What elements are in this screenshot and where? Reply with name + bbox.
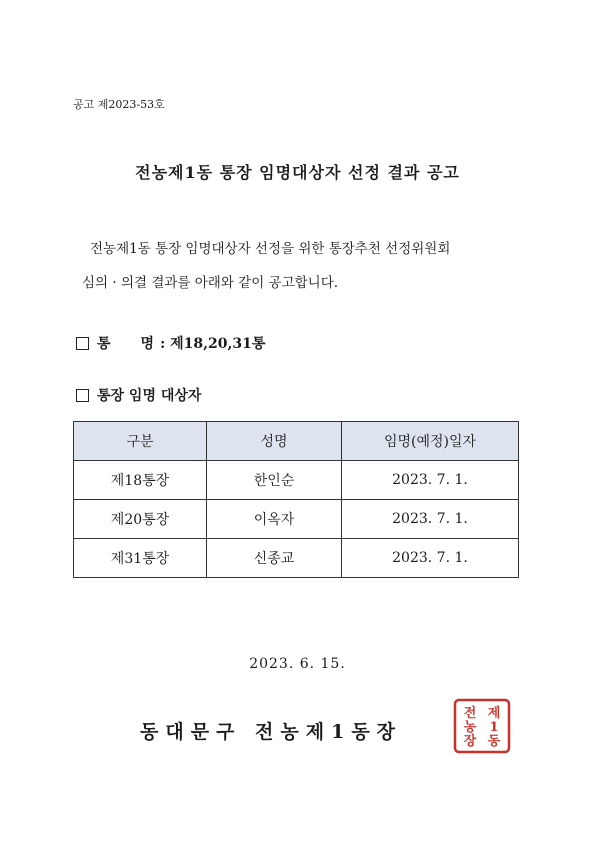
table-row	[74, 539, 519, 578]
cell-date: 2023. 7. 1.	[342, 461, 519, 500]
header-name: 성명	[207, 422, 342, 461]
header-category: 구분	[74, 422, 207, 461]
table-row	[74, 500, 519, 539]
section-label-b: 명	[140, 336, 155, 352]
section-appointees	[76, 385, 201, 405]
section-tong-name	[76, 333, 265, 353]
cell-category: 제20통장	[74, 500, 207, 539]
cell-category: 제31통장	[74, 539, 207, 578]
square-bullet-icon	[76, 389, 89, 402]
cell-date: 2023. 7. 1.	[342, 500, 519, 539]
table-header-row	[74, 422, 519, 461]
svg-text:1: 1	[489, 720, 499, 735]
header-date: 임명(예정)일자	[342, 422, 519, 461]
page-title: 전농제1동 통장 임명대상자 선정 결과 공고	[135, 163, 460, 182]
body-line-2: 심의 · 의결 결과를 아래와 같이 공고합니다.	[82, 275, 339, 291]
body-line-1: 전농제1동 통장 임명대상자 선정을 위한 통장추천 선정위원회	[90, 241, 451, 257]
svg-text:전: 전	[463, 706, 477, 721]
svg-text:장: 장	[463, 734, 477, 749]
notice-number: 공고 제2023-53호	[73, 98, 165, 111]
section-label-a: 통	[97, 336, 111, 352]
svg-text:제: 제	[487, 706, 501, 721]
cell-name: 이옥자	[207, 500, 342, 539]
body-text	[82, 232, 552, 300]
issue-date: 2023. 6. 15.	[249, 656, 346, 672]
svg-text:농: 농	[463, 720, 477, 735]
appointee-table	[73, 421, 519, 578]
cell-date: 2023. 7. 1.	[342, 539, 519, 578]
section-value: : 제18,20,31통	[160, 336, 266, 352]
cell-category: 제18통장	[74, 461, 207, 500]
table-row	[74, 461, 519, 500]
section-label: 통장 임명 대상자	[97, 388, 202, 404]
square-bullet-icon	[76, 337, 89, 350]
cell-name: 신종교	[207, 539, 342, 578]
official-seal-icon	[452, 697, 512, 755]
svg-text:동: 동	[487, 734, 501, 749]
cell-name: 한인순	[207, 461, 342, 500]
issuer-name: 동대문구 전농제1동장	[140, 721, 403, 743]
